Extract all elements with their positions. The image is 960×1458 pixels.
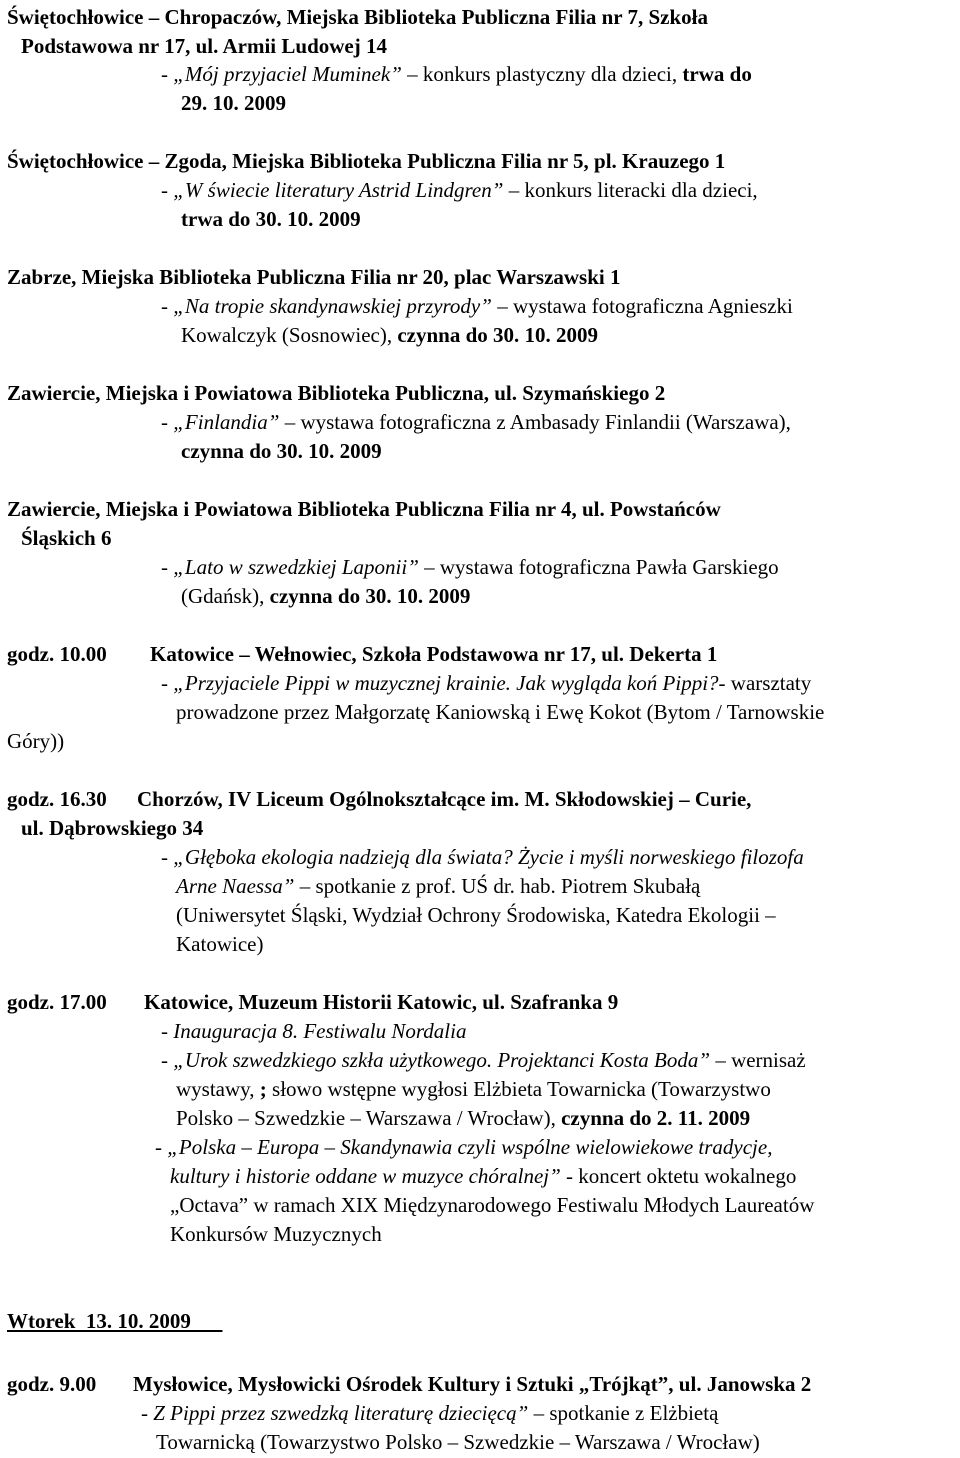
section-5-heading-line-2: Śląskich 6 xyxy=(21,526,112,550)
section-3-item xyxy=(161,294,793,318)
event-title: - „Urok szwedzkiego szkła użytkowego. Projektanci Kosta Boda” xyxy=(161,1048,711,1072)
section-5-heading-line-1: Zawiercie, Miejska i Powiatowa Biblioteka Publiczna Filia nr 4, ul. Powstańców xyxy=(7,497,721,521)
event-1630-time: godz. 16.30 xyxy=(7,787,107,811)
section-1-item-date: 29. 10. 2009 xyxy=(181,91,286,115)
event-1630-title-line-1: - „Głęboka ekologia nadzieją dla świata? Życie i myśli norweskiego filozofa xyxy=(161,845,804,869)
event-desc: - warsztaty xyxy=(718,671,812,695)
event-text: wystawy, xyxy=(176,1077,260,1101)
item-title: „Lato w szwedzkiej Laponii” xyxy=(173,555,419,579)
day-heading: Wtorek 13. 10. 2009 xyxy=(7,1309,223,1333)
event-1700-line-4 xyxy=(176,1106,750,1130)
event-title: - Z Pippi przez szwedzką literaturę dziecięcą” xyxy=(141,1401,529,1425)
item-date: czynna do 30. 10. 2009 xyxy=(397,323,599,347)
event-1700-line-5: - „Polska – Europa – Skandynawia czyli wspólne wielowiekowe tradycje, xyxy=(155,1135,773,1159)
item-author: (Gdańsk), xyxy=(181,584,270,608)
item-date: czynna do 30. 10. 2009 xyxy=(269,584,471,608)
event-desc: – spotkanie z prof. UŚ dr. hab. Piotrem Skubałą xyxy=(294,874,701,898)
event-title: kultury i historie oddane w muzyce chóralnej” xyxy=(170,1164,561,1188)
event-desc: – wernisaż xyxy=(710,1048,806,1072)
section-3-item-line-2 xyxy=(181,323,598,347)
event-1000-line-2: prowadzone przez Małgorzatę Kaniowską i Ewę Kokot (Bytom / Tarnowskie xyxy=(176,700,825,724)
event-1630-line-3: (Uniwersytet Śląski, Wydział Ochrony Środowiska, Katedra Ekologii – xyxy=(176,903,776,927)
section-4-item-date: czynna do 30. 10. 2009 xyxy=(181,439,382,463)
event-1000-line-3: Góry)) xyxy=(7,729,65,753)
item-title: „Finlandia” xyxy=(173,410,280,434)
event-1000-place: Katowice – Wełnowiec, Szkoła Podstawowa nr 17, ul. Dekerta 1 xyxy=(150,642,718,666)
event-1630-title-line-2 xyxy=(176,874,700,898)
item-dash: - xyxy=(161,410,174,434)
event-title: - „Przyjaciele Pippi w muzycznej krainie. Jak wygląda koń Pippi? xyxy=(161,671,719,695)
event-desc: - koncert oktetu wokalnego xyxy=(560,1164,797,1188)
event-text: słowo wstępne wygłosi Elżbieta Towarnicka (Towarzystwo xyxy=(272,1077,771,1101)
section-2-heading: Świętochłowice – Zgoda, Miejska Biblioteka Publiczna Filia nr 5, pl. Krauzego 1 xyxy=(7,149,726,173)
section-2-item-date: trwa do 30. 10. 2009 xyxy=(181,207,361,231)
event-1630-place: Chorzów, IV Liceum Ogólnokształcące im. M. Skłodowskiej – Curie, xyxy=(137,787,752,811)
event-1630-place-line-2: ul. Dąbrowskiego 34 xyxy=(21,816,204,840)
item-title: „Mój przyjaciel Muminek” xyxy=(173,62,402,86)
section-2-item xyxy=(161,178,758,202)
event-1700-line-7: „Octava” w ramach XIX Międzynarodowego Festiwalu Młodych Laureatów xyxy=(170,1193,815,1217)
item-dash: - xyxy=(161,294,174,318)
section-5-item-line-2 xyxy=(181,584,470,608)
event-1700-time: godz. 17.00 xyxy=(7,990,107,1014)
event-1700-line-2 xyxy=(161,1048,806,1072)
item-duration: trwa do xyxy=(682,62,752,86)
section-5-item xyxy=(161,555,779,579)
event-0900-line-1 xyxy=(141,1401,718,1425)
section-1-heading-line-1: Świętochłowice – Chropaczów, Miejska Biblioteka Publiczna Filia nr 7, Szkoła xyxy=(7,5,708,29)
item-author: Kowalczyk (Sosnowiec), xyxy=(181,323,398,347)
event-1630-line-4: Katowice) xyxy=(176,932,264,956)
event-0900-line-2: Towarnicką (Towarzystwo Polsko – Szwedzkie – Warszawa / Wrocław) xyxy=(156,1430,760,1454)
event-1700-place: Katowice, Muzeum Historii Katowic, ul. Szafranka 9 xyxy=(144,990,619,1014)
item-dash: - xyxy=(161,178,174,202)
event-title: Arne Naessa” xyxy=(176,874,295,898)
item-title: „Na tropie skandynawskiej przyrody” xyxy=(173,294,492,318)
event-text: Polsko – Szwedzkie – Warszawa / Wrocław), xyxy=(176,1106,562,1130)
section-3-heading: Zabrze, Miejska Biblioteka Publiczna Filia nr 20, plac Warszawski 1 xyxy=(7,265,621,289)
section-1-heading-line-2: Podstawowa nr 17, ul. Armii Ludowej 14 xyxy=(21,34,387,58)
event-desc: – spotkanie z Elżbietą xyxy=(528,1401,719,1425)
event-0900-time: godz. 9.00 xyxy=(7,1372,97,1396)
event-1700-line-1: - Inauguracja 8. Festiwalu Nordalia xyxy=(161,1019,467,1043)
event-date: czynna do 2. 11. 2009 xyxy=(561,1106,751,1130)
item-desc: – wystawa fotograficzna z Ambasady Finlandii (Warszawa), xyxy=(279,410,791,434)
event-1700-line-3 xyxy=(176,1077,771,1101)
item-desc: – konkurs plastyczny dla dzieci, xyxy=(401,62,683,86)
section-4-item xyxy=(161,410,791,434)
item-dash: - xyxy=(161,62,174,86)
section-1-item xyxy=(161,62,752,86)
event-separator: ; xyxy=(259,1077,273,1101)
section-4-heading: Zawiercie, Miejska i Powiatowa Biblioteka Publiczna, ul. Szymańskiego 2 xyxy=(7,381,666,405)
item-desc: – wystawa fotograficzna Agnieszki xyxy=(491,294,793,318)
event-1700-line-6 xyxy=(170,1164,796,1188)
item-dash: - xyxy=(161,555,174,579)
event-0900-place: Mysłowice, Mysłowicki Ośrodek Kultury i Sztuki „Trójkąt”, ul. Janowska 2 xyxy=(133,1372,812,1396)
item-title: „W świecie literatury Astrid Lindgren” xyxy=(173,178,504,202)
item-desc: – wystawa fotograficzna Pawła Garskiego xyxy=(418,555,779,579)
event-1000-title-line xyxy=(161,671,811,695)
event-1700-line-8: Konkursów Muzycznych xyxy=(170,1222,382,1246)
event-1000-time: godz. 10.00 xyxy=(7,642,107,666)
item-desc: – konkurs literacki dla dzieci, xyxy=(503,178,758,202)
